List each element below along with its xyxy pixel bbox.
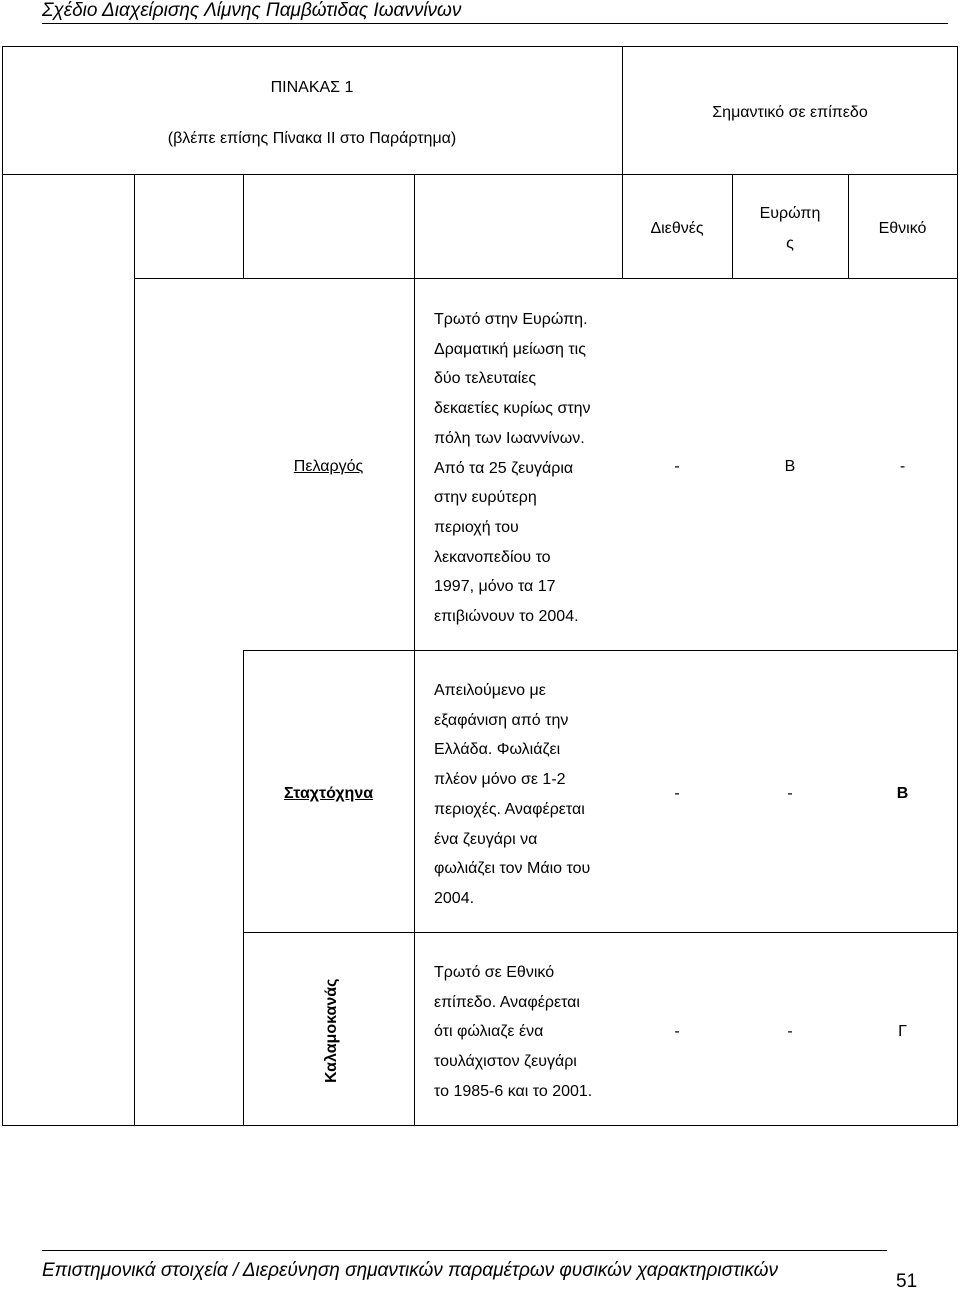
table-border-bottom xyxy=(2,1125,958,1126)
european-value: - xyxy=(787,1023,793,1040)
species-name: Καλαμοκανάς xyxy=(323,978,340,1083)
row-separator-1 xyxy=(243,650,958,651)
international-value: - xyxy=(674,785,680,802)
national-value: - xyxy=(899,458,906,475)
species-description: Τρωτό στην Ευρώπη. Δραματική μείωση τις δύο τελευταίες δεκαετίες κυρίως στην πόλη των Ιωαννίνων. Από τα 25 ζευγάρια στην ευρύτερη περιοχή του λεκανοπεδίου το 1997, μόνο τα 17 επιβιώνουν το 2004. xyxy=(434,311,591,626)
table-border-left xyxy=(2,46,3,1126)
table-border-top xyxy=(2,46,958,47)
international-value: - xyxy=(674,458,680,475)
col-header-european: Ευρώπη ς xyxy=(759,205,821,252)
table-title: ΠΙΝΑΚΑΣ 1 xyxy=(270,79,354,96)
international-value: - xyxy=(674,1023,680,1040)
national-value: Γ xyxy=(898,1023,907,1040)
header-row-bottom xyxy=(134,278,958,279)
header-rule xyxy=(42,23,948,24)
european-value: - xyxy=(787,785,793,802)
footer-rule xyxy=(42,1250,887,1251)
col-line-species-left xyxy=(243,650,244,1126)
col-header-national: Εθνικό xyxy=(878,220,927,237)
table-subtitle: (βλέπε επίσης Πίνακα ΙΙ στο Παράρτημα) xyxy=(167,130,457,147)
running-footer: Επιστημονικά στοιχεία / Διερεύνηση σημαντικών παραμέτρων φυσικών χαρακτηριστικών xyxy=(42,1260,778,1281)
table-border-right xyxy=(957,46,958,1126)
col-header-international: Διεθνές xyxy=(650,220,704,237)
national-value: Β xyxy=(896,785,909,802)
european-value: Β xyxy=(784,458,796,475)
species-name: Πελαργός xyxy=(293,458,364,475)
page-number: 51 xyxy=(896,1271,918,1292)
species-description: Απειλούμενο με εξαφάνιση από την Ελλάδα. Φωλιάζει πλέον μόνο σε 1-2 περιοχές. Αναφέρεται ένα ζευγάρι να φωλιάζει τον Μάιο του 2004. xyxy=(434,682,591,907)
running-header: Σχέδιο Διαχείρισης Λίμνης Παμβώτιδας Ιωαννίνων xyxy=(42,0,462,21)
species-description: Τρωτό σε Εθνικό επίπεδο. Αναφέρεται ότι φώλιαζε ένα τουλάχιστον ζευγάρι το 1985-6 και το 2001. xyxy=(434,964,593,1100)
col-line-2 xyxy=(243,174,244,278)
col-line-1 xyxy=(134,174,135,1126)
importance-header: Σημαντικό σε επίπεδο xyxy=(712,104,868,121)
title-row-bottom xyxy=(2,174,958,175)
row-separator-2 xyxy=(243,932,958,933)
species-name: Σταχτόχηνα xyxy=(283,785,374,802)
